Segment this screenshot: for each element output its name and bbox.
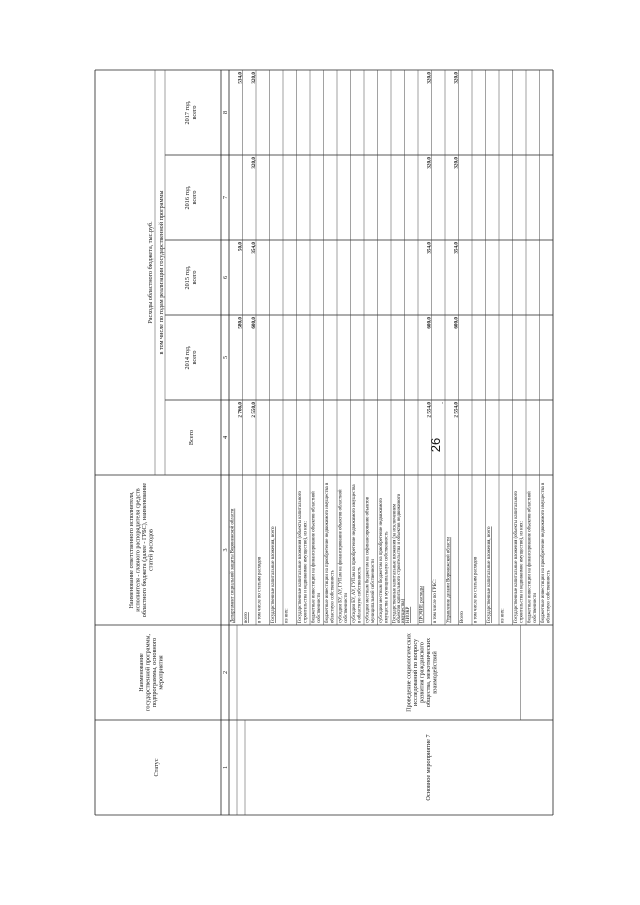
budget-table [95,70,553,815]
header-executor: статей расходов [147,529,155,571]
header-total: Всего [188,429,195,446]
table-row-label: субсидии БУ, АУ, ГУПам на финансирование объектов областной [338,489,344,623]
table-cell-y2016: 320,0 [250,157,257,169]
page-number: 26 [428,437,443,453]
table-row-label: в том числе по ГРБС: [433,579,439,623]
table-cell-total: 2 554,0 [453,402,460,418]
table-cell-y2014: 600,0 [453,317,460,329]
header-status: Статус [153,758,160,777]
status-value: Основное мероприятие 7 [424,734,432,801]
table-cell-y2014: 600,0 [426,317,433,329]
header-program-name: государственной программы, [144,633,152,712]
table-row-label: областную собственность [546,570,552,623]
table-row-label: Государственные капитальные вложения (объекты капитального [298,491,304,623]
header-2014: 2014 год, [184,345,191,370]
program-value: общества, межэтнических [424,637,432,708]
table-row-label: муниципальной собственности [370,559,376,623]
table-row-label: Государственные капитальные вложения, всего [487,526,493,623]
table-row-label: из них: [284,608,290,623]
header-2014: всего [191,350,198,365]
table-row-label: строительства и недвижимое имущество), из них: [303,521,309,623]
table-row-label: собственности [532,592,538,623]
table-row-label: Всего [460,611,466,623]
table-row-label: бюджетные инвестиции на приобретение недвижимого имущества в [325,482,331,623]
table-cell-y2015: 354,0 [453,242,460,254]
program-value: развития гражданского [418,642,426,703]
table-cell-y2016: 320,0 [426,157,433,169]
header-2015: всего [191,270,198,285]
header-2016: 2016 год, [184,185,191,210]
header-expenses-title: Расходы областного бюджета, тыс.руб. [147,221,154,324]
table-row-label: из них: [500,608,506,623]
table-row-label: субсидии местным бюджетам на софинансирование объектов [365,497,371,623]
header-executor: исполнителя - главного распорядителя средств [134,488,142,612]
column-number: 3 [222,548,229,552]
table-row-label: областную собственность [330,570,336,623]
table-row-label: Департамент социальной защиты Воронежской области [230,508,236,623]
table-cell-total: 2 766,0 [237,402,244,418]
table-row-label: бюджетные инвестиции на приобретение недвижимого имущества в [541,482,547,623]
table-row-label: Государственные капитальные вложения (за исключением [392,503,398,623]
header-expenses-sub: в том числе по годам реализации государственной программы [158,190,165,355]
table-row-label: Государственные капитальные вложения, всего [271,526,277,623]
table-row-label: строительства и недвижимое имущество), из них: [519,521,525,623]
table-row-label: Управление делами Воронежской области [446,537,452,623]
table-cell-y2015: 354,0 [426,242,433,254]
table-cell-total: - [439,402,446,404]
header-2016: всего [191,190,198,205]
table-cell-y2014: 580,0 [237,317,244,329]
program-value: Проведение социологических [405,633,413,712]
column-number: 2 [222,670,229,675]
table-cell-y2015: 50,0 [237,242,244,252]
table-cell-y2016: 320,0 [453,157,460,169]
header-program-name: подпрограммы, основного [151,637,158,708]
table-cell-y2017: 534,0 [237,72,244,84]
column-number: 4 [222,435,229,440]
header-executor: областного бюджета (далее - ГРБС), наименование [141,482,148,618]
table-cell-y2017: 320,0 [250,72,257,84]
header-2017: всего [191,105,198,120]
table-cell-y2015: 354,0 [250,242,257,254]
column-number: 5 [222,355,229,360]
table-row-label: субсидии БУ, АУ, ГУПам на приобретение недвижимого имущества [352,484,358,623]
table-row-label: НИОКР [406,606,412,623]
program-value: взаимодействий [431,651,439,694]
header-program-name: мероприятия [157,655,165,690]
table-row-label: в областную собственность [357,566,363,623]
table-row-label: собственности [343,592,349,623]
table-row-label: в том числе по статьям расходов [473,556,479,623]
table-row-label: бюджетные инвестиции на финансирование объектов областной [527,491,533,623]
table-row-label: в том числе по статьям расходов [257,556,263,623]
header-2017: 2017 год, [184,100,191,125]
table-cell-total: 2 554,0 [426,402,433,418]
table-row-label: ПРОЧИЕ расходы [419,586,425,623]
header-executor: Наименование ответственного исполнителя, [128,491,135,609]
program-value: исследований по вопросу [411,638,419,707]
header-program-name: Наименование [138,653,145,692]
table-row-label: имущества) [400,598,406,623]
table-cell-y2017: 320,0 [453,72,460,84]
column-number: 6 [222,275,229,280]
column-number: 8 [222,110,229,115]
header-2015: 2015 год, [184,265,191,290]
table-cell-y2017: 320,0 [426,72,433,84]
table-row-label: объектов капитального строительства и объектов недвижимого [396,493,402,623]
table-row-label: всего [244,612,250,623]
table-row-label: бюджетные инвестиции на финансирование объектов областной [311,491,317,623]
table-row-label: Государственные капитальные вложения (объекты капитального [514,491,520,623]
column-number: 7 [222,195,229,200]
table-cell-y2014: 600,0 [250,317,257,329]
table-row-label: собственности [316,592,322,623]
column-number: 1 [222,765,229,770]
table-cell-total: 2 550,0 [250,402,257,418]
table-row-label: субсидии местным бюджетам на приобретение недвижимого [379,498,385,623]
table-row-label: имущества в муниципальную собственность [384,531,390,623]
